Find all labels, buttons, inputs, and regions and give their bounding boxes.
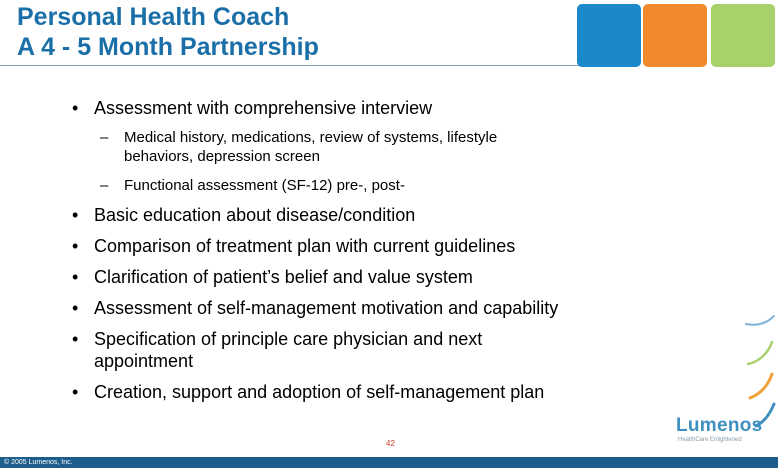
title-divider (0, 65, 610, 66)
bullet-marker: • (72, 205, 79, 225)
bullet-text: Assessment with comprehensive interview (94, 98, 433, 118)
copyright-text: © 2005 Lumenos, Inc. (4, 459, 73, 466)
swirl-decoration-icon (738, 312, 778, 432)
bullet-marker: • (72, 98, 79, 118)
sub-bullet-text-line-1: Medical history, medications, review of systems, lifestyle (124, 129, 498, 146)
sub-bullet-text-line-2: behaviors, depression screen (124, 148, 320, 165)
bullet-text-line-1: Specification of principle care physician and next (94, 329, 483, 349)
bullet-marker: • (72, 298, 79, 318)
logo-name: Lumenos (676, 415, 763, 436)
bullet-text: Assessment of self-management motivation and capability (94, 298, 559, 318)
sub-bullet-marker: – (100, 177, 109, 194)
bullet-marker: • (72, 382, 79, 402)
slide-title (17, 2, 319, 62)
orange-square-decoration (643, 4, 707, 67)
bullet-marker: • (72, 329, 79, 349)
green-square-decoration (711, 4, 775, 67)
blue-square-decoration (577, 4, 641, 67)
sub-bullet-marker: – (100, 129, 109, 146)
bullet-text-line-2: appointment (94, 351, 194, 371)
bullet-text: Clarification of patient’s belief and value system (94, 267, 473, 287)
sub-bullet-text: Functional assessment (SF-12) pre-, post- (124, 177, 405, 194)
footer-bar (0, 457, 778, 468)
bullet-text: Creation, support and adoption of self-management plan (94, 382, 545, 402)
logo-tagline: HealthCare Enlightened (678, 437, 742, 443)
bullet-text: Basic education about disease/condition (94, 205, 416, 225)
bullet-text: Comparison of treatment plan with current guidelines (94, 236, 516, 256)
lumenos-logo (676, 416, 763, 444)
bullet-marker: • (72, 236, 79, 256)
page-number: 42 (386, 439, 395, 448)
title-line-1: Personal Health Coach (17, 3, 290, 31)
title-line-2: A 4 - 5 Month Partnership (17, 33, 319, 61)
bullet-marker: • (72, 267, 79, 287)
